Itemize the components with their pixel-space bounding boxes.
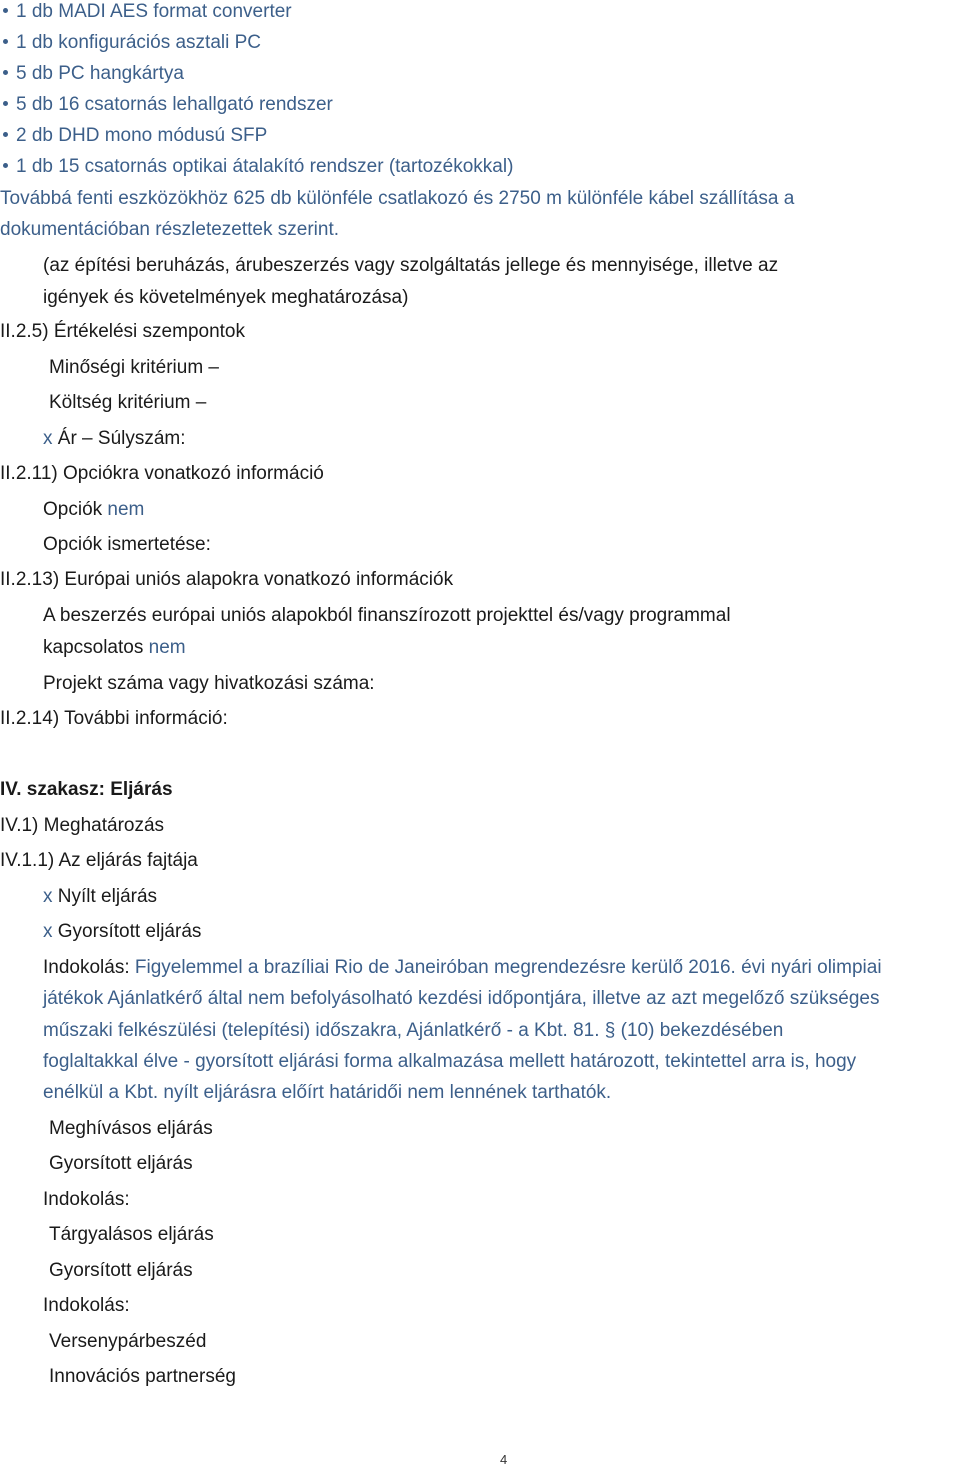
list-item [0, 62, 184, 86]
page-number: 4 [500, 1452, 508, 1467]
bullet-icon [3, 101, 8, 106]
paragraph-line: Továbbá fenti eszközökhöz 625 db különféle csatlakozó és 2750 m különféle kábel szállítása a [0, 188, 795, 209]
options-value: nem [107, 499, 145, 520]
justification-text: játékok Ajánlatkérő által nem befolyásolható kezdési időpontjára, illetve az azt megelőző szükséges [43, 988, 880, 1009]
procedure-option [43, 885, 157, 909]
subsection-heading: IV.1.1) Az eljárás fajtája [0, 850, 198, 871]
check-mark: x [43, 428, 53, 449]
options-description: Opciók ismertetése: [43, 534, 211, 555]
subsection-heading: IV.1) Meghatározás [0, 815, 165, 836]
justification-label: Indokolás: [43, 1189, 130, 1210]
justification-text: műszaki felkészülési (telepítési) időszakra, Ajánlatkérő - a Kbt. 81. § (10) bekezdésében [43, 1020, 784, 1041]
price-criterion [43, 427, 186, 451]
justification-label: Indokolás: [43, 957, 130, 978]
justification-text: enélkül a Kbt. nyílt eljárásra előírt határidői nem lennének tarthatók. [43, 1082, 612, 1103]
procedure-label: Nyílt eljárás [57, 886, 158, 907]
procedure-option: Tárgyalásos eljárás [49, 1224, 214, 1245]
list-item-text: 5 db PC hangkártya [16, 63, 184, 84]
bullet-icon [3, 39, 8, 44]
section-heading: II.2.13) Európai uniós alapokra vonatkozó információk [0, 569, 454, 590]
list-item-text: 1 db konfigurációs asztali PC [16, 32, 262, 53]
procedure-option: Versenypárbeszéd [49, 1331, 207, 1352]
cost-criterion: Költség kritérium – [49, 392, 207, 413]
quality-criterion: Minőségi kritérium – [49, 357, 219, 378]
list-item [0, 124, 267, 148]
justification-line [43, 956, 882, 980]
bullet-icon [3, 70, 8, 75]
section-heading: II.2.14) További információ: [0, 708, 228, 729]
options-label: Opciók [43, 499, 103, 520]
procedure-option: Gyorsított eljárás [49, 1260, 193, 1281]
price-label: Ár – Súlyszám: [57, 428, 186, 449]
note-line: igények és követelmények meghatározása) [43, 287, 409, 308]
procedure-option [43, 920, 201, 944]
project-number: Projekt száma vagy hivatkozási száma: [43, 673, 375, 694]
procedure-option: Meghívásos eljárás [49, 1118, 213, 1139]
section-heading: II.2.11) Opciókra vonatkozó információ [0, 463, 324, 484]
check-mark: x [43, 886, 53, 907]
list-item [0, 155, 513, 179]
list-item-text: 2 db DHD mono módusú SFP [16, 125, 268, 146]
bullet-icon [3, 8, 8, 13]
chapter-heading: IV. szakasz: Eljárás [0, 779, 173, 800]
list-item-text: 1 db 15 csatornás optikai átalakító rendszer (tartozékokkal) [16, 156, 514, 177]
eu-funds-value: nem [148, 637, 186, 658]
justification-text: Figyelemmel a brazíliai Rio de Janeiróban megrendezésre kerülő 2016. évi nyári olimpiai [134, 957, 882, 978]
list-item [0, 0, 292, 24]
justification-text: foglaltakkal élve - gyorsított eljárási forma alkalmazása mellett határozott, tekintettel arra is, hogy [43, 1051, 857, 1072]
note-line: (az építési beruházás, árubeszerzés vagy szolgáltatás jellege és mennyisége, illetve az [43, 255, 779, 276]
section-heading: II.2.5) Értékelési szempontok [0, 321, 245, 342]
bullet-icon [3, 163, 8, 168]
paragraph-line: dokumentációban részletezettek szerint. [0, 219, 340, 240]
eu-funds-line: A beszerzés európai uniós alapokból finanszírozott projekttel és/vagy programmal [43, 605, 731, 626]
list-item [0, 31, 261, 55]
bullet-icon [3, 132, 8, 137]
options-line [43, 498, 144, 522]
procedure-option: Gyorsított eljárás [49, 1153, 193, 1174]
eu-funds-answer [43, 636, 186, 660]
eu-funds-label: kapcsolatos [43, 637, 144, 658]
procedure-label: Gyorsított eljárás [57, 921, 202, 942]
check-mark: x [43, 921, 53, 942]
list-item-text: 5 db 16 csatornás lehallgató rendszer [16, 94, 333, 115]
list-item-text: 1 db MADI AES format converter [16, 1, 292, 22]
list-item [0, 93, 333, 117]
procedure-option: Innovációs partnerség [49, 1366, 236, 1387]
justification-label: Indokolás: [43, 1295, 130, 1316]
